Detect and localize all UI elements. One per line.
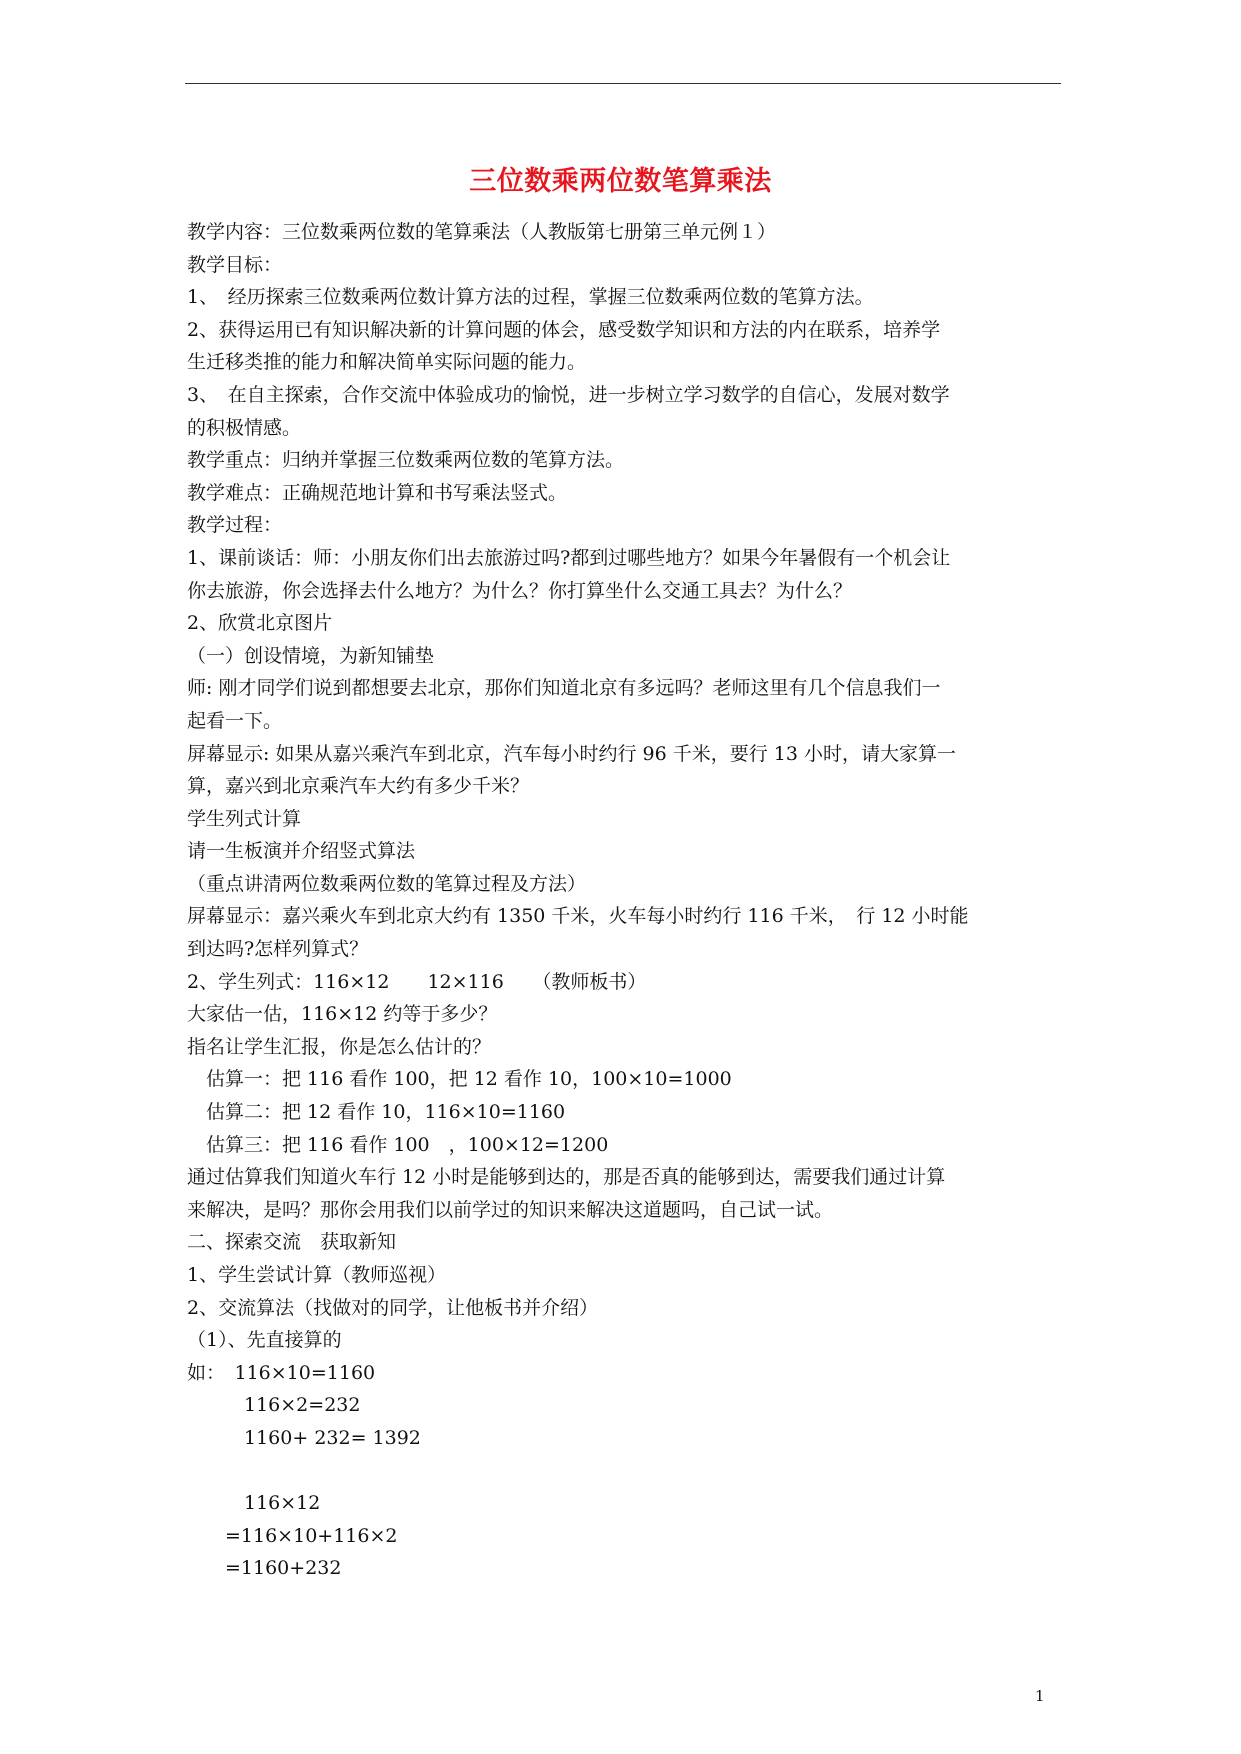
document-title: 三位数乘两位数笔算乘法 <box>469 166 772 197</box>
text-line: 1160+ 232= 1392 <box>187 1426 421 1449</box>
text-line: =116×10+116×2 <box>187 1524 398 1547</box>
text-line: （1）、先直接算的 <box>187 1329 342 1352</box>
text-line: 算，嘉兴到北京乘汽车大约有多少千米？ <box>187 775 530 798</box>
page-number: 1 <box>1035 1687 1045 1705</box>
text-line: 通过估算我们知道火车行 12 小时是能够到达的，那是否真的能够到达，需要我们通过计算 <box>187 1166 946 1189</box>
text-line: =1160+232 <box>187 1557 342 1580</box>
text-line: 如： 116×10=1160 <box>187 1361 376 1384</box>
text-line: （一）创设情境，为新知铺垫 <box>187 644 435 667</box>
document-body <box>187 216 1059 1585</box>
text-line: 教学难点：正确规范地计算和书写乘法竖式。 <box>187 481 568 504</box>
text-line: 教学过程： <box>187 514 283 537</box>
text-line: 116×2=232 <box>187 1394 361 1417</box>
text-line: 1、学生尝试计算（教师巡视） <box>187 1264 447 1286</box>
blank-line <box>187 1455 1059 1488</box>
text-line: 教学内容：三位数乘两位数的笔算乘法（人教版第七册第三单元例１） <box>187 221 777 243</box>
text-line: 2、学生列式：116×12 12×116 （教师板书） <box>187 970 647 993</box>
text-line: 估算二：把 12 看作 10，116×10=1160 <box>187 1101 566 1124</box>
text-line: 屏幕显示：嘉兴乘火车到北京大约有 1350 千米，火车每小时约行 116 千米， 行 12 小时能 <box>187 905 969 928</box>
text-line: 学生列式计算 <box>187 807 302 830</box>
text-line: 教学目标： <box>187 253 283 276</box>
text-line: 请一生板演并介绍竖式算法 <box>187 840 416 863</box>
text-line: 2、欣赏北京图片 <box>187 612 333 635</box>
text-line: 到达吗?怎样列算式？ <box>187 938 369 961</box>
text-line: 1、课前谈话：师：小朋友你们出去旅游过吗?都到过哪些地方？如果今年暑假有一个机会让 <box>187 546 951 569</box>
text-line: 估算一：把 116 看作 100，把 12 看作 10，100×10=1000 <box>187 1068 732 1091</box>
text-line: （重点讲清两位数乘两位数的笔算过程及方法） <box>187 872 587 895</box>
text-line: 起看一下。 <box>187 709 283 732</box>
text-line: 2、交流算法（找做对的同学，让他板书并介绍） <box>187 1296 599 1319</box>
text-line: 指名让学生汇报，你是怎么估计的？ <box>187 1035 492 1058</box>
text-line: 生迁移类推的能力和解决简单实际问题的能力。 <box>187 351 587 374</box>
text-line: 你去旅游，你会选择去什么地方？为什么？你打算坐什么交通工具去？为什么？ <box>187 579 853 602</box>
text-line: 的积极情感。 <box>187 416 302 439</box>
text-line: 教学重点：归纳并掌握三位数乘两位数的笔算方法。 <box>187 449 625 472</box>
text-line: 大家估一估，116×12 约等于多少？ <box>187 1003 498 1026</box>
text-line: 2、获得运用已有知识解决新的计算问题的体会，感受数学知识和方法的内在联系，培养学 <box>187 318 941 341</box>
text-line: 116×12 <box>187 1492 321 1515</box>
text-line: 屏幕显示: 如果从嘉兴乘汽车到北京，汽车每小时约行 96 千米，要行 13 小时，请大家算一 <box>187 742 956 765</box>
text-line: 1、 经历探索三位数乘两位数计算方法的过程，掌握三位数乘两位数的笔算方法。 <box>187 286 874 309</box>
text-line: 估算三：把 116 看作 100 ，100×12=1200 <box>187 1133 609 1156</box>
header-rule <box>185 83 1061 84</box>
text-line: 师: 刚才同学们说到都想要去北京，那你们知道北京有多远吗？老师这里有几个信息我们一 <box>187 677 941 700</box>
text-line: 3、 在自主探索，合作交流中体验成功的愉悦，进一步树立学习数学的自信心，发展对数学 <box>187 383 950 406</box>
text-line: 二、探索交流 获取新知 <box>187 1231 397 1254</box>
text-line: 来解决，是吗？那你会用我们以前学过的知识来解决这道题吗，自己试一试。 <box>187 1198 834 1221</box>
